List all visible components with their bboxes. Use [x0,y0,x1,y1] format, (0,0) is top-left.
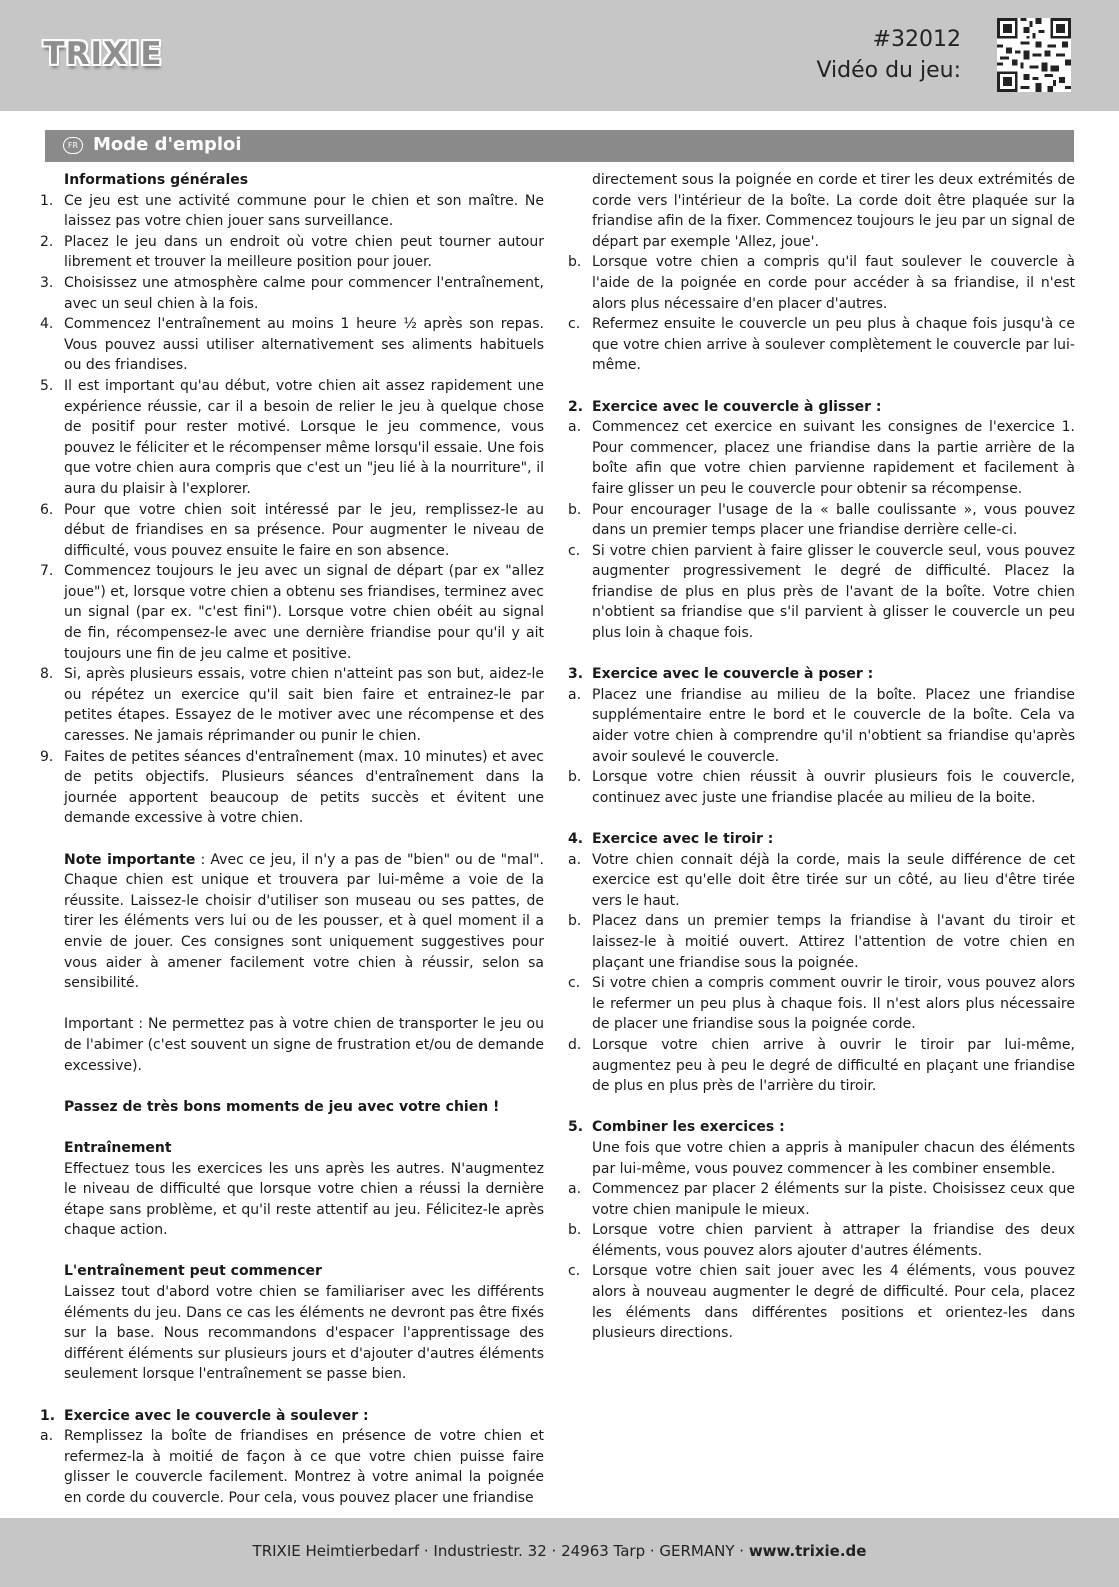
item-text: Lorsque votre chien réussit à ouvrir plusieurs fois le couvercle, continuez avec juste une friandise placée au milieu de la boite. [592,769,1075,806]
exercise-1a-continued: directement sous la poignée en corde et tirer les deux extrémités de corde vers l'intérieur de la boîte. La corde doit être plaquée sur la friandise afin de la fixer. Commencez toujours le jeu par un signal de départ par exemple 'Allez, joue'. [592,172,1075,250]
item-letter: c. [568,542,581,559]
important-warning: Important : Ne permettez pas à votre chien de transporter le jeu ou de l'abimer (c'est souvent un signe de frustration et/ou de demande excessive). [64,1016,544,1074]
general-heading: Informations générales [64,172,249,188]
item-text: Votre chien connait déjà la corde, mais la seule différence de cet exercice est qu'elle doit être tirée sur un côté, au lieu d'être tirée vers le haut. [592,851,1075,909]
exercise-5-heading [568,1117,1075,1138]
list-item [568,911,1075,973]
item-text: Pour que votre chien soit intéressé par le jeu, remplissez-le au début de friandises en sa présence. Pour augmenter le niveau de difficulté, vous pouvez ensuite le faire en son absence. [64,501,544,559]
item-text: Placez le jeu dans un endroit où votre chien peut tourner autour librement et trouver la meilleure position pour jouer. [64,233,544,271]
item-text: Faites de petites séances d'entraînement (max. 10 minutes) et avec de petits objectifs. Plusieurs séances d'entraînement dans la journée apportent beaucoup de petits succès et évitent une demande excessive à votre chien. [64,748,544,827]
item-number: 6. [40,501,54,518]
exercise-1-heading [40,1406,544,1427]
item-text: Pour encourager l'usage de la « balle coulissante », vous pouvez dans un premier temps placer une friandise derrière celle-ci. [592,501,1075,539]
item-text: Si, après plusieurs essais, votre chien n'atteint pas son but, aidez-le ou répétez un exercice qu'il sait bien faire et entrainez-le par petites étapes. Essayez de le motiver avec une récompense et des caresses. Ne jamais réprimander ou punir le chien. [64,666,544,745]
item-number: 3. [40,274,54,291]
exercise-title: Combiner les exercices : [592,1119,785,1136]
fr-language-icon: FR [63,137,83,154]
item-number: 5. [40,377,54,394]
item-text: Refermez ensuite le couvercle un peu plus à chaque fois jusqu'à ce que votre chien arrive à soulever complètement le couvercle par lui-même. [592,316,1075,374]
list-item [40,747,544,829]
item-number: 2. [40,233,54,250]
list-item [40,273,544,314]
important-note [40,850,544,994]
list-item [568,417,1075,499]
item-letter: c. [568,316,581,333]
item-text: Lorsque votre chien arrive à ouvrir le tiroir par lui-même, augmentez peu à peu le degré de difficulté en plaçant une friandise de plus en plus près de l'arrière du tiroir. [592,1036,1075,1095]
item-text: Placez dans un premier temps la friandise à l'avant du tiroir et laissez-le à moitié ouvert. Attirez l'attention de votre chien en plaçant une friandise sous la poignée. [592,913,1075,971]
start-text: Laissez tout d'abord votre chien se familiariser avec les différents éléments du jeu. Dans ce cas les éléments ne devront pas être fixés sur la base. Nous recommandons d'espacer l'apprentissage des différent éléments sur plusieurs jours et d'ajouter d'autres éléments seulement lorsque l'entraînement se passe bien. [64,1284,544,1383]
trixie-logo [44,30,162,78]
list-item [568,500,1075,541]
item-text: Choisissez une atmosphère calme pour commencer l'entraînement, avec un seul chien à la fois. [64,274,544,312]
exercise-3-heading [568,664,1075,685]
item-number: 4. [40,316,54,333]
exercise-5-intro: Une fois que votre chien a appris à manipuler chacun des éléments par lui-même, vous pouvez commencer à les combiner ensemble. [592,1139,1075,1177]
page-footer [0,1518,1119,1587]
item-letter: c. [568,975,581,992]
item-text: Ce jeu est une activité commune pour le chien et son maître. Ne laissez pas votre chien jouer sans surveillance. [64,192,544,230]
item-number: 8. [40,666,54,683]
list-item [40,191,544,232]
list-item [568,1220,1075,1261]
list-item [568,314,1075,376]
start-heading: L'entraînement peut commencer [64,1263,322,1280]
list-item [568,767,1075,808]
article-number: #32012 [872,27,961,52]
exercise-number: 5. [568,1119,584,1136]
item-letter: b. [568,501,582,518]
exercise-number: 2. [568,398,584,415]
list-item [568,541,1075,644]
section-header [45,130,1074,162]
item-text: Placez une friandise au milieu de la boîte. Placez une friandise supplémentaire entre le bord et le couvercle de la boîte. Cela va aider votre chien à comprendre qu'il n'obtient sa friandise qu'après avoir soulevé le couvercle. [592,686,1075,765]
list-item [568,685,1075,767]
right-column [568,170,1075,1344]
exercise-title: Exercice avec le couvercle à soulever : [64,1407,369,1424]
list-item [568,1179,1075,1220]
list-item [40,232,544,273]
list-item [40,664,544,746]
footer-address: TRIXIE Heimtierbedarf · Industriestr. 32 · 24963 Tarp · GERMANY · [252,1542,749,1560]
item-text: Lorsque votre chien parvient à attraper la friandise des deux éléments, vous pouvez alors ajouter d'autres éléments. [592,1222,1075,1259]
item-text: Si votre chien a compris comment ouvrir le tiroir, vous pouvez alors le refermer un peu plus à chaque fois. Il n'est alors plus nécessaire de placer une friandise sous la poignée corde. [592,975,1075,1033]
list-item [568,252,1075,314]
exercise-title: Exercice avec le couvercle à glisser : [592,398,882,415]
exercise-title: Exercice avec le tiroir : [592,831,774,847]
item-text: Si votre chien parvient à faire glisser le couvercle seul, vous pouvez augmenter progressivement le degré de difficulté. Placez la friandise de plus en plus près de l'avant de la boîte. Votre chien n'obtient sa friandise que s'il parvient à glisser le couvercle un peu plus loin à chaque fois. [592,542,1075,642]
item-text: Lorsque votre chien sait jouer avec les 4 éléments, vous pouvez alors à nouveau augmenter le degré de difficulté. Pour cela, placez les éléments dans différentes positions et orientez-les dans plusieurs directions. [592,1263,1075,1342]
general-list [40,191,544,829]
item-letter: a. [568,419,582,436]
left-column [40,170,544,1509]
item-letter: b. [568,1222,582,1239]
item-text: Il est important qu'au début, votre chien ait assez rapidement une expérience réussie, car il a besoin de relier le jeu à quelque chose de positif pour rester motivé. Lorsque le jeu commence, vous pouvez le féliciter et le récompenser même lorsqu'il essaie. Une fois que votre chien aura compris que c'est un "jeu lié à la nourriture", il aura du plaisir à l'explorer. [64,377,544,497]
item-letter: a. [40,1428,54,1445]
item-text: Commencez toujours le jeu avec un signal de départ (par ex "allez joue") et, lorsque votre chien a obtenu ses friandises, terminez avec un signal (par ex. "c'est fini"). Lorsque votre chien obéit au signal de fin, récompensez-le avec une dernière friandise pour qu'il y ait toujours une fin de jeu calme et positive. [64,563,544,662]
note-label: Note importante [64,851,196,868]
item-letter: a. [568,851,582,868]
item-letter: a. [568,686,582,703]
page-header [0,0,1119,111]
item-number: 9. [40,748,54,765]
section-title: Mode d'emploi [93,134,242,155]
item-letter: b. [568,769,582,786]
item-text: Commencez cet exercice en suivant les consignes de l'exercice 1. Pour commencer, placez une friandise dans la partie arrière de la boîte afin que votre chien parvienne rapidement et facilement à faire glisser un peu le couvercle pour obtenir sa récompense. [592,419,1075,497]
list-item [568,1261,1075,1343]
footer-website-link[interactable]: www.trixie.de [748,1542,867,1560]
exercise-number: 1. [40,1407,56,1424]
item-text: Lorsque votre chien a compris qu'il faut soulever le couvercle à l'aide de la poignée en corde pour accéder à sa friandise, il n'est alors plus nécessaire d'en placer d'autres. [592,254,1075,312]
item-number: 1. [40,192,54,209]
training-heading: Entraînement [64,1139,172,1156]
item-letter: b. [568,913,582,930]
list-item [40,314,544,376]
list-item [40,1426,544,1508]
list-item [568,973,1075,1035]
item-text: Commencez par placer 2 éléments sur la piste. Choisissez ceux que votre chien manipule le mieux. [592,1181,1075,1218]
footer-text [0,1542,1119,1560]
item-text: Commencez l'entraînement au moins 1 heure ½ après son repas. Vous pouvez aussi utiliser alternativement ses aliments habituels ou des friandises. [64,316,544,374]
list-item [40,500,544,562]
exercise-number: 4. [568,831,584,847]
item-letter: b. [568,254,582,271]
item-letter: d. [568,1036,582,1053]
item-letter: c. [568,1263,581,1280]
item-letter: a. [568,1181,582,1198]
list-item [40,561,544,664]
list-item [568,850,1075,912]
item-number: 7. [40,563,54,580]
training-text: Effectuez tous les exercices les uns après les autres. N'augmentez le niveau de difficulté que lorsque votre chien a réussi la dernière étape sans problème, et qu'il reste attentif au jeu. Félicitez-le après chaque action. [64,1160,544,1239]
item-text: Remplissez la boîte de friandises en présence de votre chien et refermez-la à moitié de façon à ce que votre chien puisse faire glisser le couvercle facilement. Montrez à votre animal la poignée en corde du couvercle. Pour cela, vous pouvez placer une friandise [64,1428,544,1506]
video-label: Vidéo du jeu: [816,58,961,83]
note-text: : Avec ce jeu, il n'y a pas de "bien" ou de "mal". Chaque chien est unique et trouvera par lui-même a voie de la réussite. Laissez-le choisir d'utiliser son museau ou ses pattes, de tirer les éléments vers lui ou de les pousser, et à quel moment il a envie de jouer. Ces consignes sont uniquement suggestives pour vous aider à amener facilement votre chien à réussir, selon sa sensibilité. [64,851,545,992]
exercise-4-heading [568,829,1075,850]
list-item [568,1035,1075,1097]
exercise-2-heading [568,397,1075,418]
list-item [40,376,544,500]
exercise-number: 3. [568,666,584,683]
logo-text: TRIXIE [43,36,163,72]
closing-line: Passez de très bons moments de jeu avec votre chien ! [64,1098,500,1115]
qr-code-icon[interactable] [997,18,1071,92]
exercise-title: Exercice avec le couvercle à poser : [592,666,874,683]
